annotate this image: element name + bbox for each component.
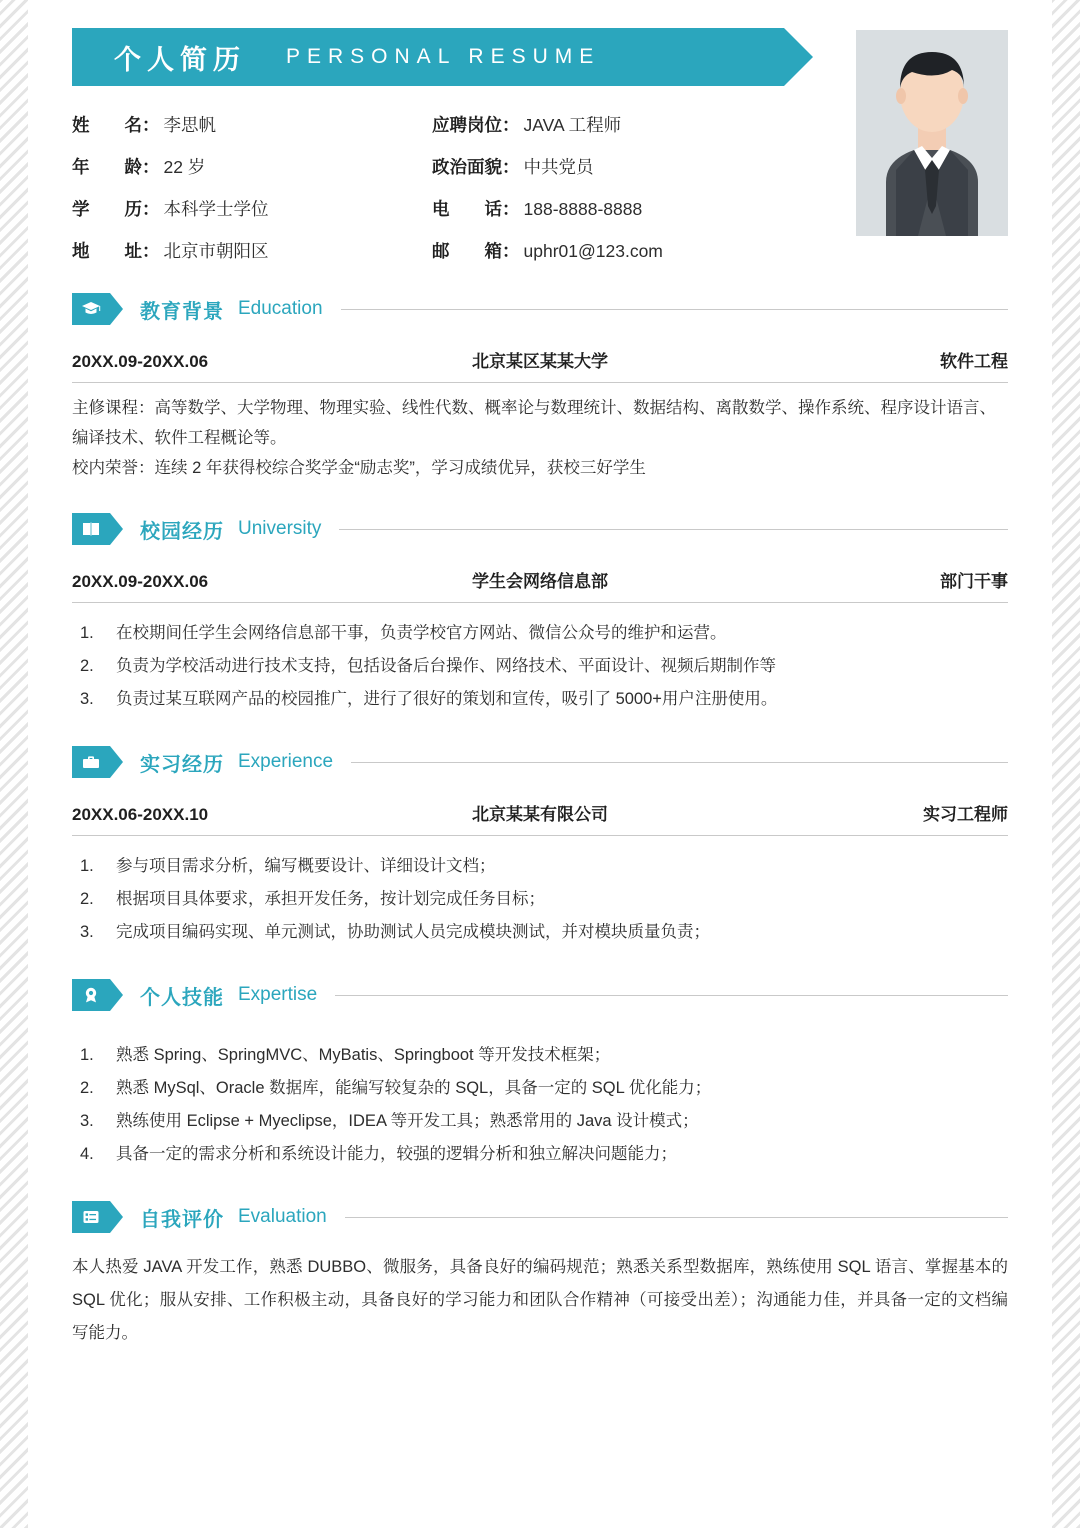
- list-number: 2.: [80, 657, 94, 675]
- entry-role: 软件工程: [940, 352, 1008, 371]
- info-row-email: [432, 238, 663, 263]
- info-row-name: [72, 112, 432, 137]
- section-divider: [339, 529, 1008, 530]
- expertise-items: [72, 1039, 1008, 1171]
- avatar-illustration: [856, 30, 1008, 236]
- entry-divider: [72, 602, 1008, 603]
- entry-date: 20XX.09-20XX.06: [72, 352, 209, 371]
- list-item: [72, 1039, 1008, 1072]
- entry-title: 北京某区某某大学: [472, 352, 608, 371]
- list-number: 1.: [80, 624, 94, 642]
- graduation-cap-icon: [72, 293, 110, 325]
- info-label: 学 历：: [72, 199, 160, 219]
- section-header: [72, 746, 1008, 778]
- entry-title: 学生会网络信息部: [472, 572, 608, 591]
- honors-label: 校内荣誉：: [72, 459, 155, 477]
- entry-role: 部门干事: [940, 572, 1008, 591]
- list-item: [72, 883, 1008, 916]
- list-item: [72, 850, 1008, 883]
- section-header: [72, 513, 1008, 545]
- list-number: 4.: [80, 1145, 94, 1163]
- info-value: uphr01@123.com: [523, 241, 663, 261]
- section-divider: [351, 762, 1008, 763]
- resume-page: [28, 0, 1052, 1528]
- resume-title-en: PERSONAL RESUME: [286, 45, 601, 68]
- info-value: 188-8888-8888: [523, 199, 643, 219]
- section-title-cn: 个人技能: [140, 986, 224, 1009]
- list-text: 根据项目具体要求，承担开发任务，按计划完成任务目标；: [116, 890, 545, 908]
- info-value: 中共党员: [523, 157, 594, 177]
- briefcase-icon: [72, 746, 110, 778]
- section-title-en: University: [238, 518, 322, 539]
- section-title-en: Education: [238, 298, 323, 319]
- basic-info-right-column: [432, 112, 663, 263]
- list-text: 完成项目编码实现、单元测试，协助测试人员完成模块测试，并对模块质量负责；: [116, 923, 710, 941]
- info-value: JAVA 工程师: [523, 115, 622, 135]
- courses-label: 主修课程：: [72, 399, 155, 417]
- section-evaluation: [72, 1201, 1008, 1350]
- list-item: [72, 617, 1008, 650]
- list-number: 1.: [80, 857, 94, 875]
- university-entry: [72, 567, 1008, 592]
- avatar: [856, 30, 1008, 236]
- section-divider: [335, 995, 1008, 996]
- section-title-cn: 教育背景: [140, 300, 224, 323]
- section-title-cn: 自我评价: [140, 1208, 224, 1231]
- section-title-en: Experience: [238, 751, 334, 772]
- badge-star-icon: [72, 979, 110, 1011]
- section-title-cn: 实习经历: [140, 753, 224, 776]
- info-value: 李思帆: [163, 115, 216, 135]
- info-row-position: [432, 112, 663, 137]
- right-edge-pattern: [1052, 0, 1080, 1528]
- info-value: 本科学士学位: [163, 199, 269, 219]
- header-banner: [72, 28, 784, 86]
- section-header: [72, 979, 1008, 1011]
- list-number: 2.: [80, 1079, 94, 1097]
- entry-date: 20XX.09-20XX.06: [72, 572, 209, 591]
- entry-date: 20XX.06-20XX.10: [72, 805, 209, 824]
- section-title-cn: 校园经历: [140, 520, 224, 543]
- entry-divider: [72, 382, 1008, 383]
- list-item: [72, 916, 1008, 949]
- education-courses: [72, 393, 1008, 453]
- list-number: 3.: [80, 923, 94, 941]
- book-icon: [72, 513, 110, 545]
- honors-text: 连续 2 年获得校综合奖学金“励志奖”，学习成绩优异，获校三好学生: [154, 459, 646, 477]
- left-edge-pattern: [0, 0, 28, 1528]
- info-label: 地 址：: [72, 241, 160, 261]
- info-value: 22 岁: [163, 157, 206, 177]
- list-number: 3.: [80, 690, 94, 708]
- basic-info-left-column: [72, 112, 432, 263]
- list-text: 负责过某互联网产品的校园推广，进行了很好的策划和宣传，吸引了 5000+用户注册使用。: [116, 690, 778, 708]
- list-number: 3.: [80, 1112, 94, 1130]
- info-label: 应聘岗位：: [432, 115, 520, 135]
- section-header: [72, 293, 1008, 325]
- info-row-address: [72, 238, 432, 263]
- section-expertise: [72, 979, 1008, 1171]
- list-text: 熟练使用 Eclipse + Myeclipse，IDEA 等开发工具；熟悉常用的 Java 设计模式；: [116, 1112, 699, 1130]
- info-row-age: [72, 154, 432, 179]
- courses-text: 高等数学、大学物理、物理实验、线性代数、概率论与数理统计、数据结构、离散数学、操作系统、程序设计语言、编译技术、软件工程概论等。: [72, 399, 996, 447]
- list-text: 熟悉 MySql、Oracle 数据库，能编写较复杂的 SQL，具备一定的 SQL 优化能力；: [116, 1079, 712, 1097]
- section-education: [72, 293, 1008, 483]
- education-honors: [72, 453, 1008, 483]
- resume-title-cn: 个人简历: [114, 44, 246, 75]
- section-university: [72, 513, 1008, 716]
- info-value: 北京市朝阳区: [163, 241, 269, 261]
- experience-items: [72, 850, 1008, 949]
- list-item: [72, 1072, 1008, 1105]
- entry-divider: [72, 835, 1008, 836]
- section-divider: [345, 1217, 1008, 1218]
- info-row-education: [72, 196, 432, 221]
- section-title-en: Expertise: [238, 984, 318, 1005]
- list-number: 1.: [80, 1046, 94, 1064]
- list-item: [72, 1105, 1008, 1138]
- basic-info: [72, 112, 772, 263]
- section-title-en: Evaluation: [238, 1206, 327, 1227]
- list-text: 负责为学校活动进行技术支持，包括设备后台操作、网络技术、平面设计、视频后期制作等: [116, 657, 776, 675]
- list-text: 参与项目需求分析，编写概要设计、详细设计文档；: [116, 857, 496, 875]
- entry-title: 北京某某有限公司: [472, 805, 608, 824]
- list-item: [72, 650, 1008, 683]
- evaluation-text: 本人热爱 JAVA 开发工作，熟悉 DUBBO、微服务，具备良好的编码规范；熟悉关系型数据库，熟练使用 SQL 语言、掌握基本的 SQL 优化；服从安排、工作积极主动，具备良好的学习能力和团队合作精神（可接受出差）；沟通能力佳，并具备一定的文档编写能力。: [72, 1258, 1008, 1342]
- info-label: 电 话：: [432, 199, 520, 219]
- info-label: 政治面貌：: [432, 157, 520, 177]
- entry-role: 实习工程师: [923, 805, 1008, 824]
- list-icon: [72, 1201, 110, 1233]
- list-text: 熟悉 Spring、SpringMVC、MyBatis、Springboot 等开发技术框架；: [116, 1046, 611, 1064]
- section-experience: [72, 746, 1008, 949]
- experience-entry: [72, 800, 1008, 825]
- section-header: [72, 1201, 1008, 1233]
- list-number: 2.: [80, 890, 94, 908]
- info-label: 年 龄：: [72, 157, 160, 177]
- list-item: [72, 1138, 1008, 1171]
- section-divider: [341, 309, 1008, 310]
- list-text: 具备一定的需求分析和系统设计能力，较强的逻辑分析和独立解决问题能力；: [116, 1145, 677, 1163]
- education-entry: [72, 347, 1008, 372]
- info-row-political-status: [432, 154, 663, 179]
- university-items: [72, 617, 1008, 716]
- info-row-phone: [432, 196, 663, 221]
- info-label: 邮 箱：: [432, 241, 520, 261]
- list-text: 在校期间任学生会网络信息部干事，负责学校官方网站、微信公众号的维护和运营。: [116, 624, 727, 642]
- list-item: [72, 683, 1008, 716]
- info-label: 姓 名：: [72, 115, 160, 135]
